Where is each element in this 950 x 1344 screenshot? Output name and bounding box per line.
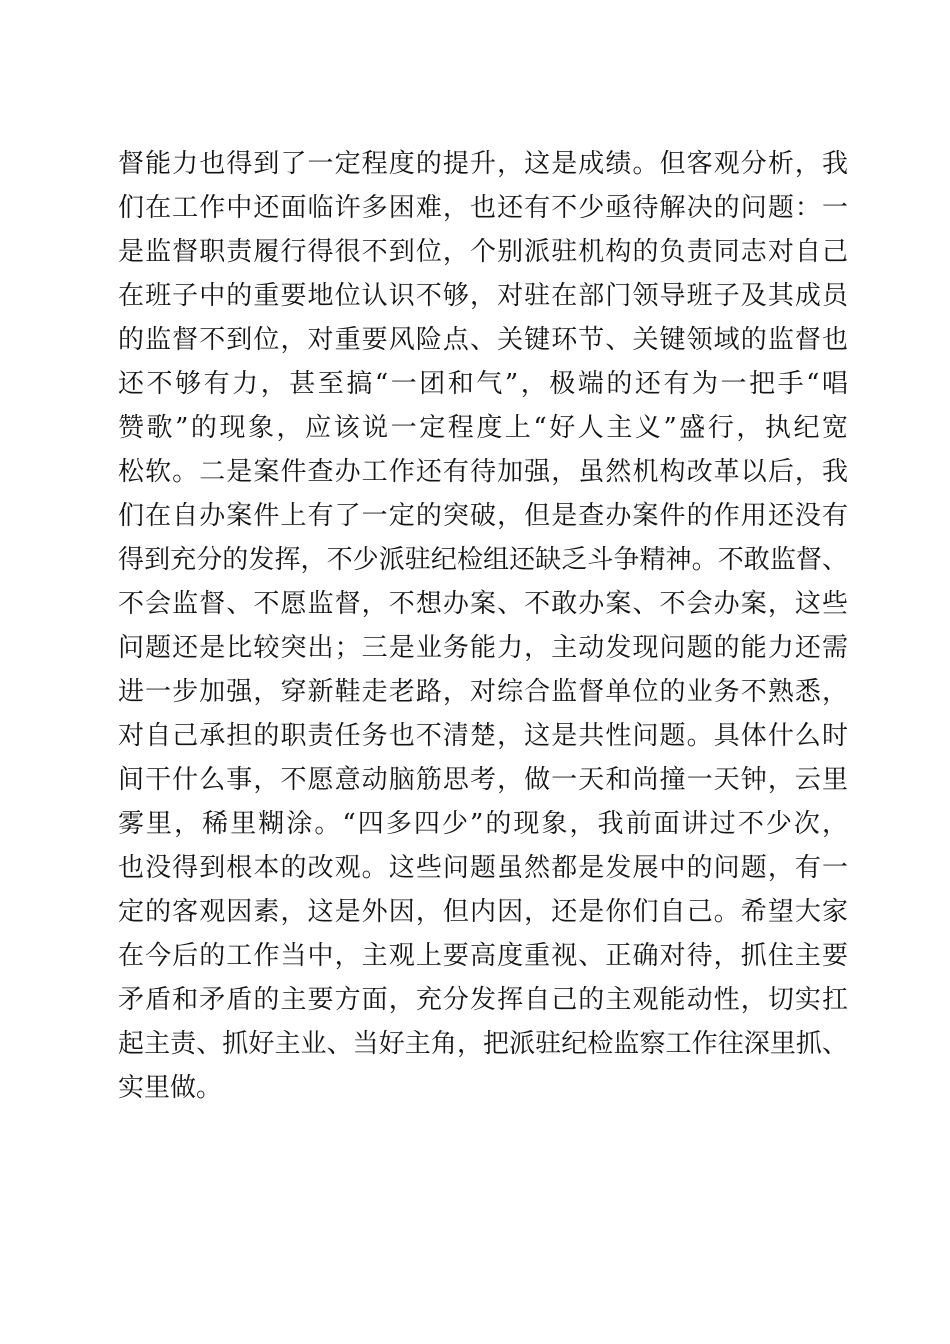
paragraph-line: 在班子中的重要地位认识不够，对驻在部门领导班子及其成员 [118,281,848,311]
paragraph-line: 不会监督、不愿监督，不想办案、不敢办案、不会办案，这些 [118,589,848,619]
paragraph-line: 定的客观因素，这是外因，但内因，还是你们自己。希望大家 [118,897,848,927]
paragraph-line: 问题还是比较突出；三是业务能力，主动发现问题的能力还需 [118,633,848,663]
paragraph-line: 们在自办案件上有了一定的突破，但是查办案件的作用还没有 [118,501,848,531]
paragraph-line: 得到充分的发挥，不少派驻纪检组还缺乏斗争精神。不敢监督、 [118,545,848,575]
paragraph-line: 督能力也得到了一定程度的提升，这是成绩。但客观分析，我 [118,149,848,179]
paragraph-line: 进一步加强，穿新鞋走老路，对综合监督单位的业务不熟悉， [118,677,848,707]
paragraph-line: 也没得到根本的改观。这些问题虽然都是发展中的问题，有一 [118,853,848,883]
paragraph-line: 们在工作中还面临许多困难，也还有不少亟待解决的问题：一 [118,193,848,223]
paragraph-line: 间干什么事，不愿意动脑筋思考，做一天和尚撞一天钟，云里 [118,765,848,795]
body-paragraph [118,142,848,1110]
paragraph-line: 是监督职责履行得很不到位，个别派驻机构的负责同志对自己 [118,237,848,267]
paragraph-line: 起主责、抓好主业、当好主角，把派驻纪检监察工作往深里抓、 [118,1029,848,1059]
paragraph-line: 还不够有力，甚至搞“一团和气”，极端的还有为一把手“唱 [118,369,848,399]
paragraph-last-line: 实里做。 [118,1073,223,1103]
paragraph-line: 的监督不到位，对重要风险点、关键环节、关键领域的监督也 [118,325,848,355]
paragraph-line: 松软。二是案件查办工作还有待加强，虽然机构改革以后，我 [118,457,848,487]
paragraph-line: 矛盾和矛盾的主要方面，充分发挥自己的主观能动性，切实扛 [118,985,848,1015]
paragraph-line: 对自己承担的职责任务也不清楚，这是共性问题。具体什么时 [118,721,848,751]
paragraph-line: 雾里，稀里糊涂。“四多四少”的现象，我前面讲过不少次， [118,809,848,839]
paragraph-line: 赞歌”的现象，应该说一定程度上“好人主义”盛行，执纪宽 [118,413,848,443]
paragraph-line: 在今后的工作当中，主观上要高度重视、正确对待，抓住主要 [118,941,848,971]
